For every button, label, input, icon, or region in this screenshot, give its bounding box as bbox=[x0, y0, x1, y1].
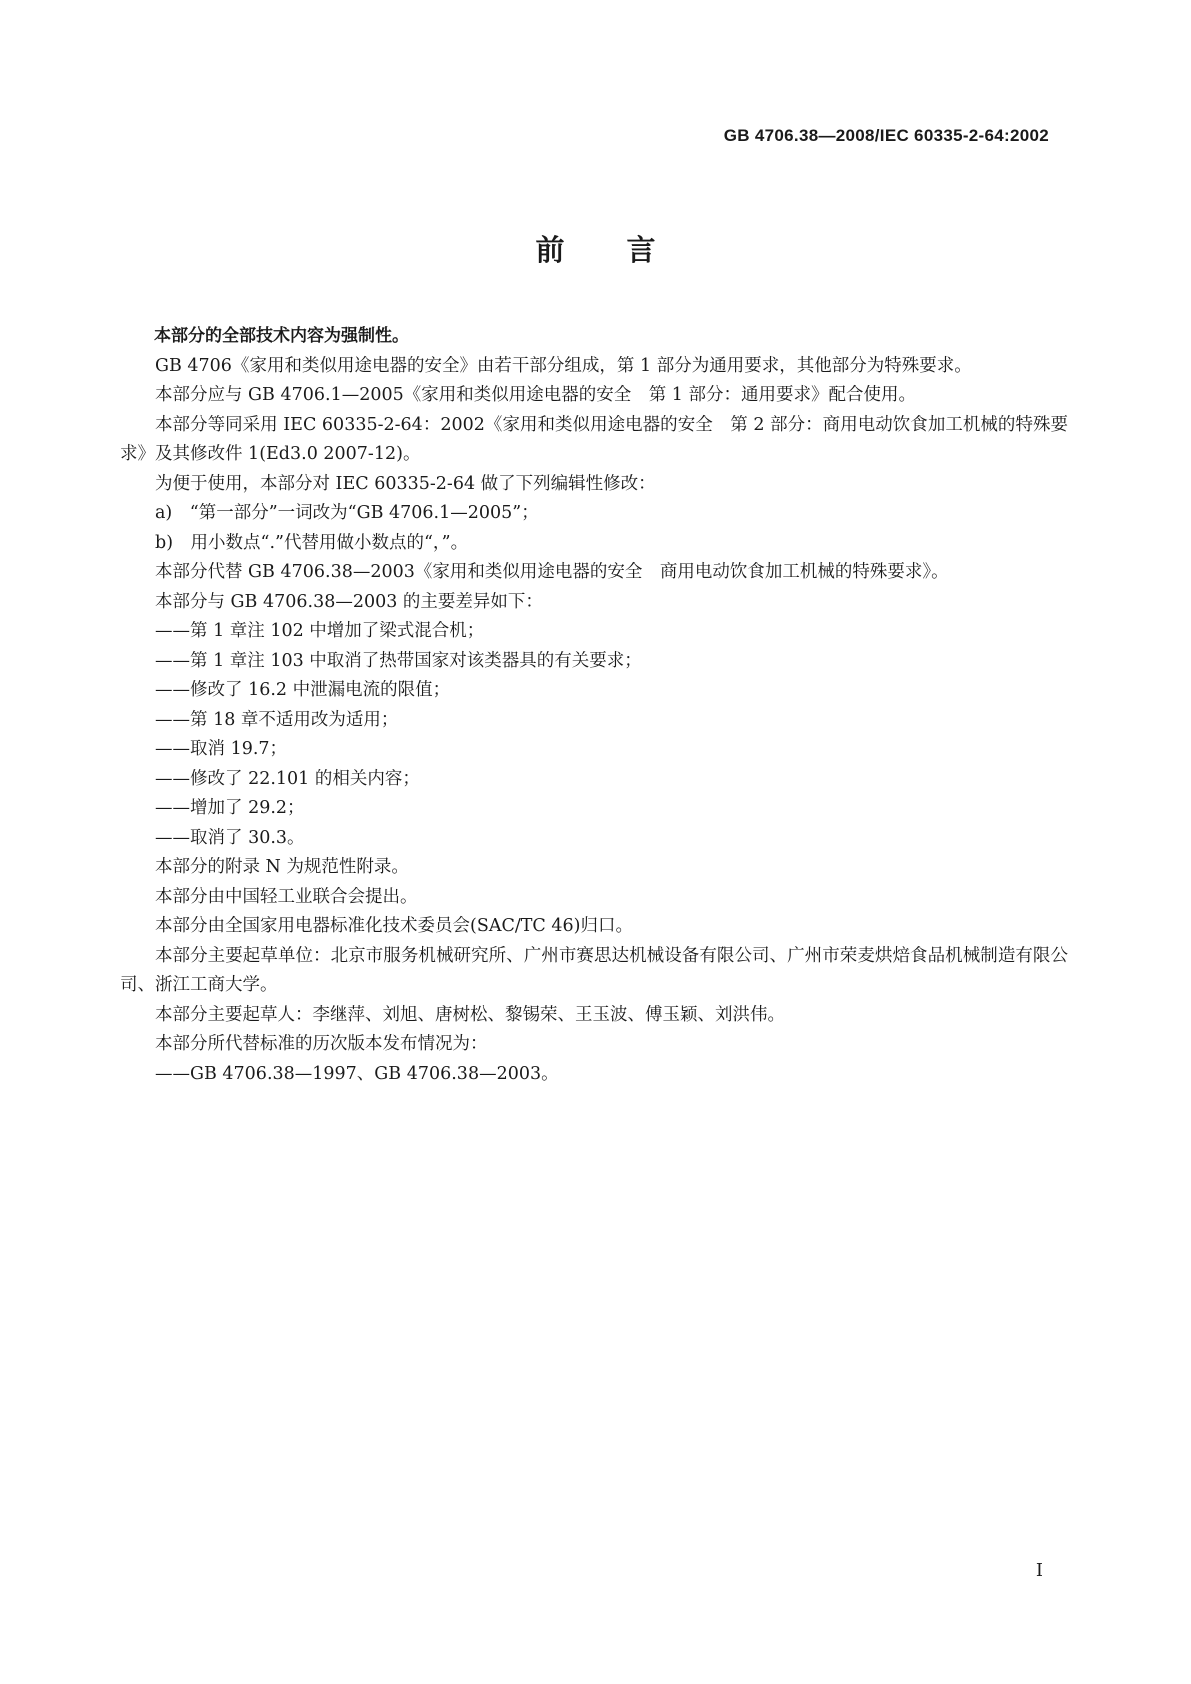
mandatory-statement: 本部分的全部技术内容为强制性。 bbox=[154, 326, 409, 346]
paragraph: 为便于使用，本部分对 IEC 60335-2-64 做了下列编辑性修改： bbox=[155, 473, 656, 494]
difference-item: ——增加了 29.2； bbox=[155, 798, 305, 818]
paragraph: 本部分由全国家用电器标准化技术委员会(SAC/TC 46)归口。 bbox=[155, 916, 633, 936]
paragraph: 本部分所代替标准的历次版本发布情况为： bbox=[155, 1034, 488, 1054]
difference-item: ——第 1 章注 102 中增加了梁式混合机； bbox=[155, 621, 485, 641]
page-number: I bbox=[1035, 1560, 1043, 1581]
paragraph: 本部分与 GB 4706.38—2003 的主要差异如下： bbox=[155, 591, 543, 612]
list-item: b) 用小数点“.”代替用做小数点的“，”。 bbox=[155, 532, 469, 553]
paragraph: 本部分主要起草人：李继萍、刘旭、唐树松、黎锡荣、王玉波、傅玉颖、刘洪伟。 bbox=[155, 1004, 785, 1025]
history-item: ——GB 4706.38—1997、GB 4706.38—2003。 bbox=[155, 1063, 559, 1084]
difference-item: ——取消了 30.3。 bbox=[155, 827, 305, 848]
list-item: a) “第一部分”一词改为“GB 4706.1—2005”； bbox=[155, 503, 539, 523]
difference-item: ——取消 19.7； bbox=[155, 739, 288, 759]
paragraph: 本部分的附录 N 为规范性附录。 bbox=[155, 857, 409, 877]
preface-body bbox=[120, 322, 1068, 1089]
paragraph: 本部分由中国轻工业联合会提出。 bbox=[155, 886, 418, 907]
difference-item: ——第 18 章不适用改为适用； bbox=[155, 709, 399, 730]
page-title: 前言 bbox=[535, 233, 718, 267]
standard-number-header: GB 4706.38—2008/IEC 60335-2-64:2002 bbox=[723, 126, 1049, 145]
difference-item: ——第 1 章注 103 中取消了热带国家对该类器具的有关要求； bbox=[155, 650, 642, 671]
difference-item: ——修改了 16.2 中泄漏电流的限值； bbox=[155, 680, 451, 700]
paragraph: GB 4706《家用和类似用途电器的安全》由若干部分组成，第 1 部分为通用要求，其他部分为特殊要求。 bbox=[155, 355, 972, 376]
paragraph: 本部分代替 GB 4706.38—2003《家用和类似用途电器的安全 商用电动饮食加工机械的特殊要求》。 bbox=[155, 562, 949, 582]
paragraph: 本部分应与 GB 4706.1—2005《家用和类似用途电器的安全 第 1 部分：通用要求》配合使用。 bbox=[155, 385, 916, 405]
paragraph: 本部分主要起草单位：北京市服务机械研究所、广州市赛思达机械设备有限公司、广州市荣麦烘焙食品机械制造有限公司、浙江工商大学。 bbox=[120, 945, 1068, 995]
difference-item: ——修改了 22.101 的相关内容； bbox=[155, 768, 420, 789]
paragraph: 本部分等同采用 IEC 60335-2-64：2002《家用和类似用途电器的安全 第 2 部分：商用电动饮食加工机械的特殊要求》及其修改件 1(Ed3.0 2007-12)。 bbox=[120, 414, 1068, 464]
